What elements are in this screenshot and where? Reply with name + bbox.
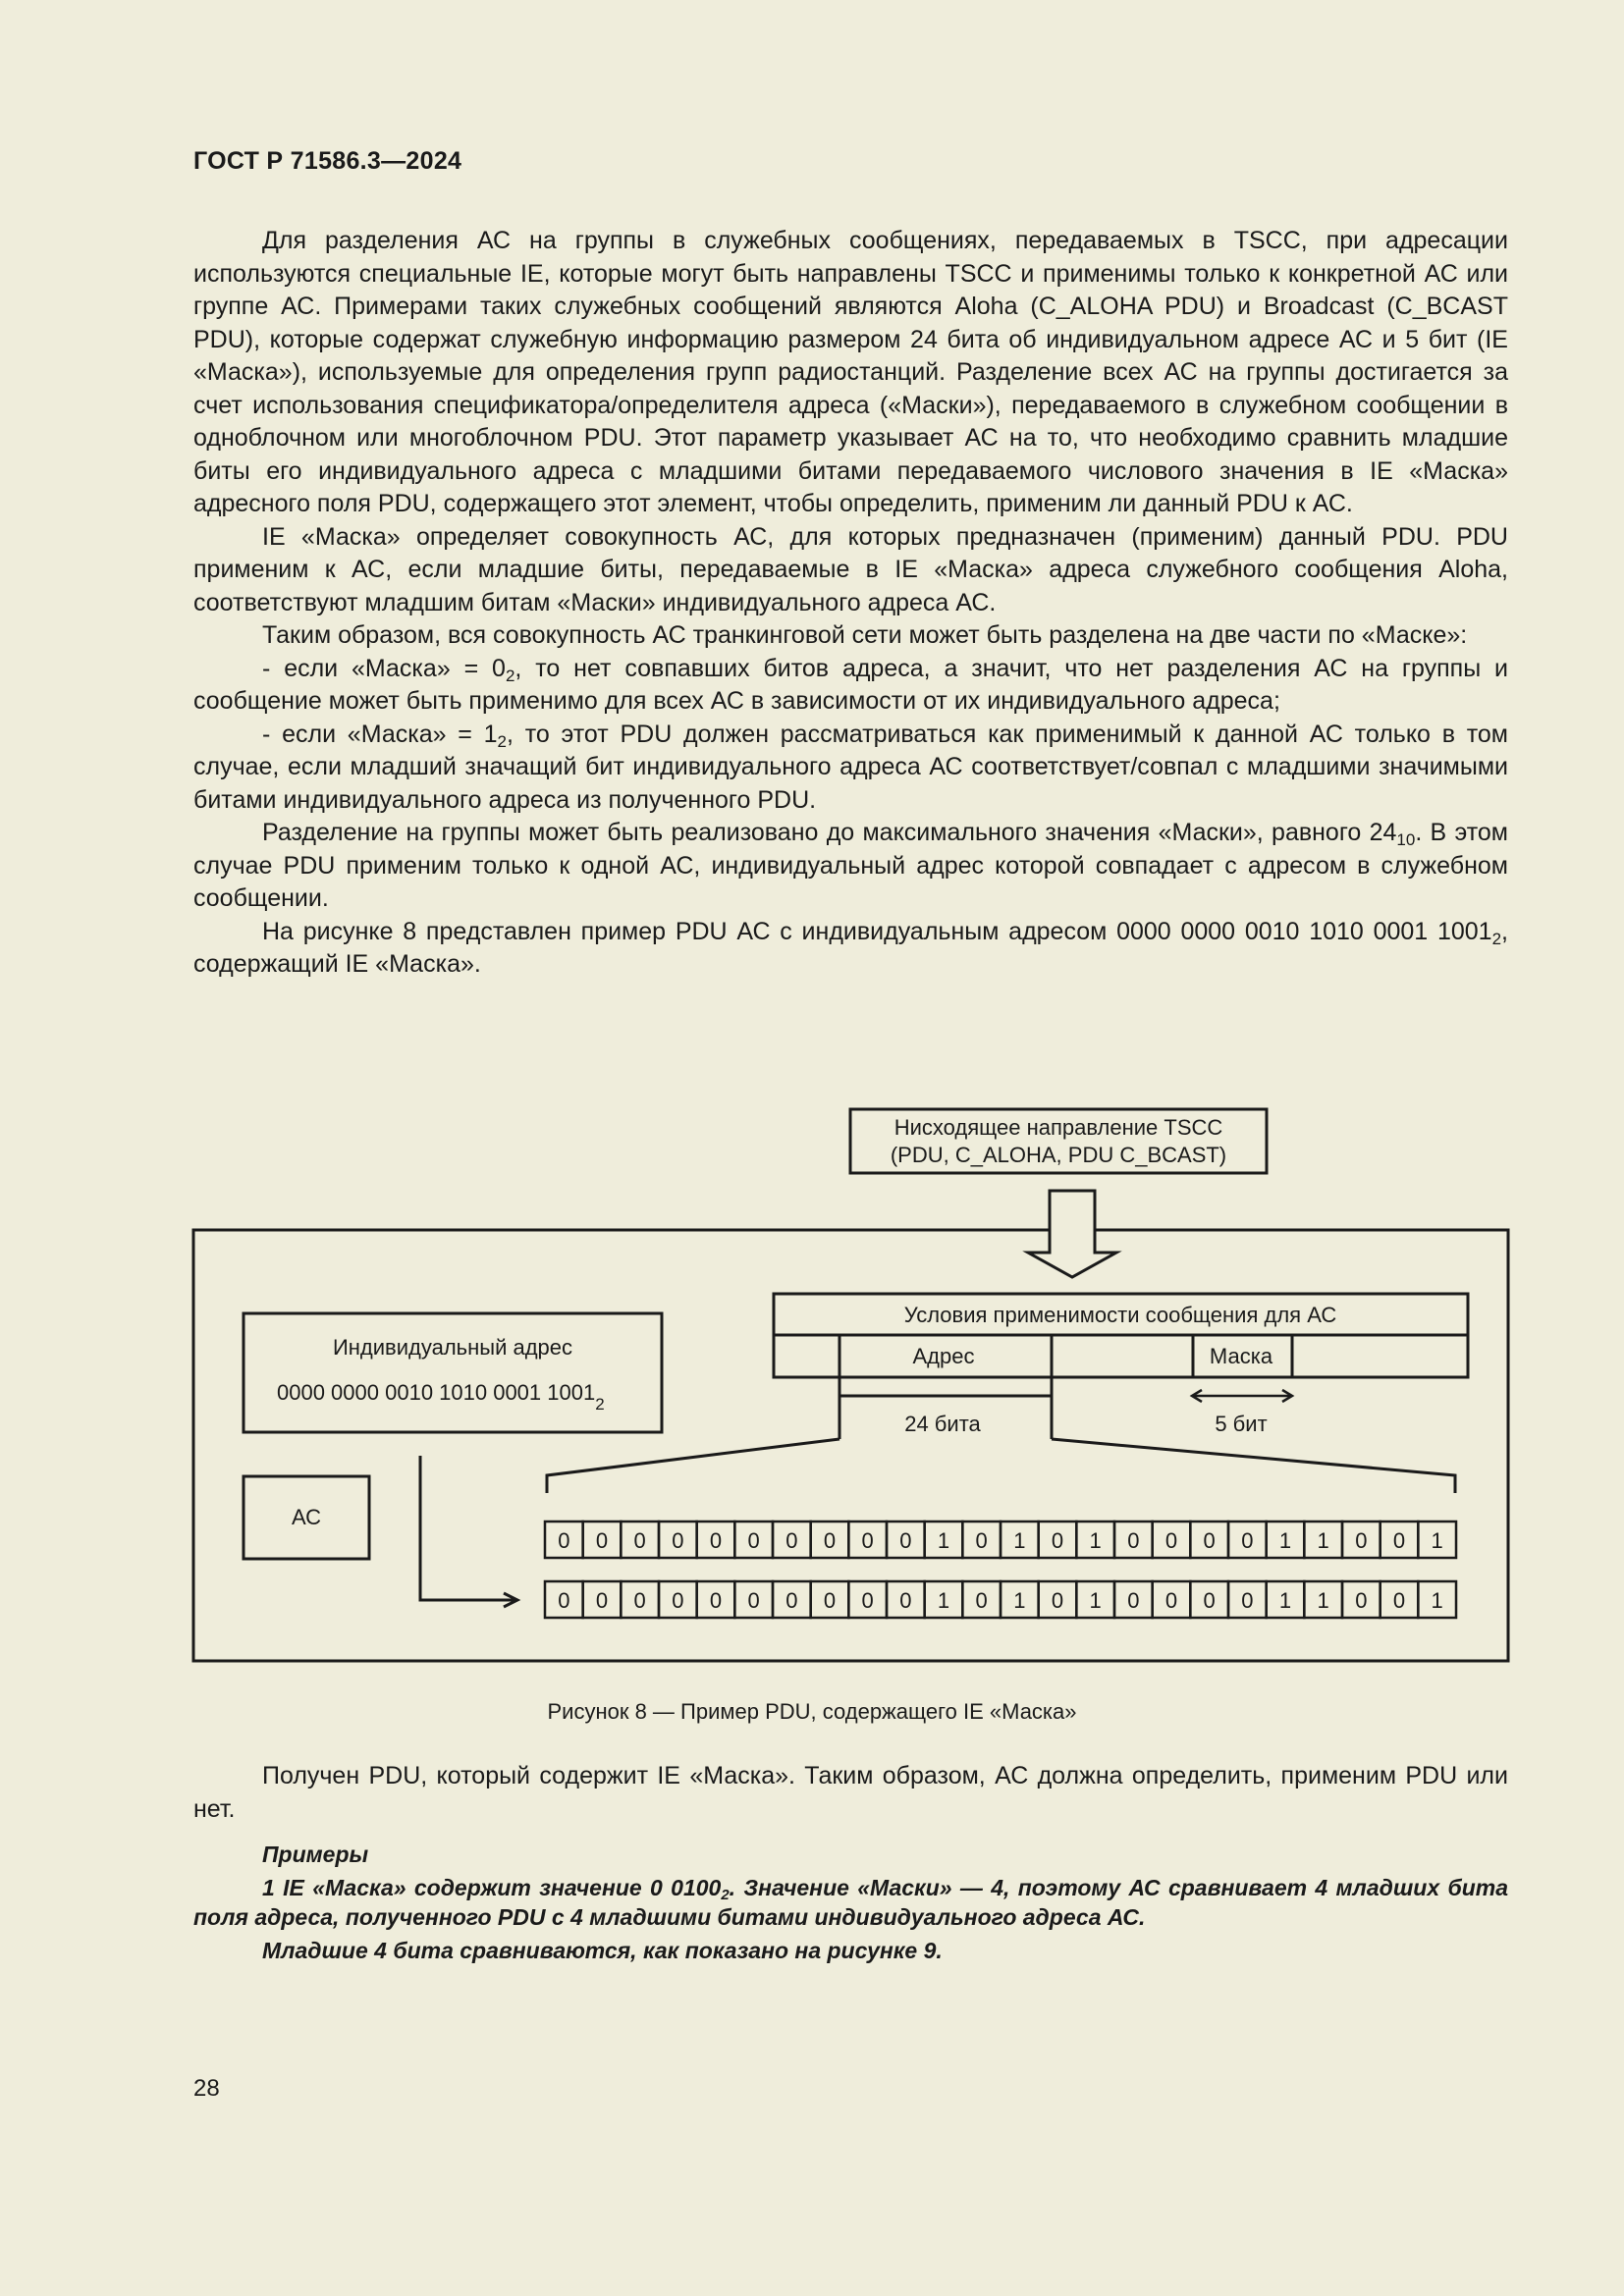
bit-cell xyxy=(659,1522,697,1558)
bit-cell xyxy=(1114,1522,1153,1558)
bit-value: 0 xyxy=(1203,1528,1216,1553)
bit-value: 0 xyxy=(861,1588,874,1613)
bits24-label: 24 бита xyxy=(904,1412,981,1436)
bit-value: 1 xyxy=(937,1588,950,1613)
example-text: . Значение «Маски» — 4, поэтому АС сравнивает 4 младших бита поля адреса, полученного PDU с 4 младшими битами индивидуального адреса АС. xyxy=(193,1875,1508,1930)
bit-value: 0 xyxy=(1127,1588,1140,1613)
bit-row-individual xyxy=(545,1581,1456,1618)
bit-cell xyxy=(925,1581,963,1618)
figure-caption: Рисунок 8 — Пример PDU, содержащего IE «Маска» xyxy=(547,1699,1077,1724)
subscript: 2 xyxy=(595,1395,605,1414)
bit-cell xyxy=(1267,1522,1305,1558)
bit-cell xyxy=(1114,1581,1153,1618)
paragraph-2: IE «Маска» определяет совокупность АС, для которых предназначен (применим) данный PDU. PDU применим к АС, если младшие биты, передаваемые в IE «Маска» адреса служебного сообщения Aloha, соответствуют младшим битам «Маски» индивидуального адреса АС. xyxy=(193,522,1508,616)
examples-block xyxy=(193,1840,1508,1969)
bit-value: 0 xyxy=(823,1588,837,1613)
bit-cell xyxy=(1267,1581,1305,1618)
address-label: Адрес xyxy=(912,1344,975,1368)
body-text xyxy=(193,225,1508,982)
bit-value: 0 xyxy=(785,1528,798,1553)
example-2: Младшие 4 бита сравниваются, как показано на рисунке 9. xyxy=(262,1938,943,1963)
double-arrow-icon xyxy=(1192,1390,1292,1402)
subscript: 10 xyxy=(1396,830,1416,849)
bit-value: 0 xyxy=(1241,1588,1254,1613)
bits5-label: 5 бит xyxy=(1215,1412,1268,1436)
paragraph-7 xyxy=(193,916,1508,982)
bit-cell xyxy=(1228,1522,1267,1558)
bit-cell xyxy=(887,1581,925,1618)
connector-arrow-icon xyxy=(420,1456,517,1607)
bit-value: 0 xyxy=(595,1528,609,1553)
bit-value: 0 xyxy=(747,1528,760,1553)
bit-value: 0 xyxy=(672,1588,684,1613)
bit-cell xyxy=(697,1581,735,1618)
bit-value: 0 xyxy=(861,1528,874,1553)
subscript: 2 xyxy=(721,1887,730,1903)
list-item-mask-zero xyxy=(193,653,1508,719)
examples-heading: Примеры xyxy=(262,1842,369,1867)
subscript: 2 xyxy=(497,731,508,751)
bit-cell xyxy=(1304,1581,1342,1618)
bit-value: 0 xyxy=(975,1588,988,1613)
bit-value: 0 xyxy=(1392,1588,1406,1613)
bit-value: 0 xyxy=(1392,1528,1406,1553)
down-arrow-icon xyxy=(1028,1191,1116,1277)
individual-address-value xyxy=(277,1380,605,1414)
list-item-text: , то этот PDU должен рассматриваться как применимый к данной АС только в том случае, если младший значащий бит индивидуального адреса АС соответствует/совпал с младшими значимыми битами индивидуального адреса из полученного PDU. xyxy=(193,720,1508,814)
paragraph-text: , содержащий IE «Маска». xyxy=(193,917,1508,978)
conditions-label: Условия применимости сообщения для АС xyxy=(903,1303,1337,1327)
bit-value: 1 xyxy=(1317,1528,1329,1553)
ac-label: АС xyxy=(291,1505,322,1529)
bit-value: 0 xyxy=(1203,1588,1216,1613)
bit-cell xyxy=(583,1522,622,1558)
list-item-mask-one xyxy=(193,719,1508,818)
bit-value: 1 xyxy=(1013,1528,1026,1553)
bit-value: 1 xyxy=(1013,1588,1026,1613)
bit-value: 0 xyxy=(747,1588,760,1613)
bit-cell xyxy=(887,1522,925,1558)
bit-value: 0 xyxy=(633,1528,646,1553)
bit-cell xyxy=(1342,1522,1380,1558)
bit-value: 0 xyxy=(1164,1528,1178,1553)
bit-cell xyxy=(773,1522,811,1558)
bit-cell xyxy=(962,1581,1001,1618)
bit-value: 0 xyxy=(1164,1588,1178,1613)
bit-value: 0 xyxy=(1051,1588,1064,1613)
bit-cell xyxy=(1380,1522,1419,1558)
paragraph-received-pdu: Получен PDU, который содержит IE «Маска». Таким образом, АС должна определить, применим PDU или нет. xyxy=(193,1762,1508,1823)
bit-cell xyxy=(1076,1581,1114,1618)
example-text: 1 IE «Маска» содержит значение 0 0100 xyxy=(262,1875,722,1900)
bit-value: 0 xyxy=(558,1588,570,1613)
bit-value: 1 xyxy=(937,1528,950,1553)
bit-cell xyxy=(1380,1581,1419,1618)
bit-cell xyxy=(659,1581,697,1618)
paragraph-text: На рисунке 8 представлен пример PDU АС с индивидуальным адресом 0000 0000 0010 1010 0001 1001 xyxy=(262,917,1492,945)
bits24-bracket xyxy=(839,1377,1052,1396)
bit-value: 0 xyxy=(558,1528,570,1553)
bit-value: 0 xyxy=(1355,1528,1368,1553)
bit-cell xyxy=(1076,1522,1114,1558)
bit-value: 1 xyxy=(1431,1528,1443,1553)
bit-value: 0 xyxy=(595,1588,609,1613)
bit-cell xyxy=(1153,1581,1191,1618)
bit-cell xyxy=(1418,1522,1456,1558)
bit-value: 0 xyxy=(823,1528,837,1553)
bit-cell xyxy=(1228,1581,1267,1618)
bit-value: 1 xyxy=(1431,1588,1443,1613)
bit-cell xyxy=(697,1522,735,1558)
bit-value: 1 xyxy=(1278,1528,1292,1553)
bit-value: 1 xyxy=(1089,1528,1102,1553)
individual-address-box xyxy=(244,1313,662,1432)
bit-cell xyxy=(925,1522,963,1558)
bit-cell xyxy=(1039,1522,1077,1558)
bit-cell xyxy=(848,1581,887,1618)
paragraph-1: Для разделения АС на группы в служебных сообщениях, передаваемых в TSCC, при адресации используются специальные IE, которые могут быть направлены TSCC и применимы только к конкретной АС или группе АС. Примерами таких служебных сообщений являются Aloha (C_ALOHA PDU) и Broadcast (C_BCAST PDU), которые содержат служебную информацию размером 24 бита об индивидуальном адресе АС и 5 бит (IE «Маска»), используемые для определения групп радиостанций. Разделение всех АС на группы достигается за счет использования спецификатора/определителя адреса («Маски»), передаваемого в служебном сообщении в одноблочном или многоблочном PDU. Этот параметр указывает АС на то, что необходимо сравнить младшие биты его индивидуального адреса с младшими битами передаваемого числового значения в IE «Маска» адресного поля PDU, содержащего этот элемент, чтобы определить, применим ли данный PDU к АС. xyxy=(193,227,1508,517)
list-item-text: - если «Маска» = 1 xyxy=(262,720,498,748)
bit-value: 0 xyxy=(899,1528,912,1553)
bit-row-received xyxy=(545,1522,1456,1558)
paragraph-6 xyxy=(193,817,1508,916)
figure-8-diagram xyxy=(0,1099,1624,1669)
bit-cell xyxy=(734,1581,773,1618)
tscc-label-line1: Нисходящее направление TSCC xyxy=(893,1115,1223,1140)
bit-cell xyxy=(1039,1581,1077,1618)
tscc-label-line2: (PDU, C_ALOHA, PDU C_BCAST) xyxy=(890,1143,1227,1167)
paragraph-text: . В этом случае PDU применим только к одной АС, индивидуальный адрес которой совпадает с адресом в служебном сообщении. xyxy=(193,819,1508,912)
bit-cell xyxy=(811,1522,849,1558)
bit-cell xyxy=(1153,1522,1191,1558)
bit-value: 0 xyxy=(899,1588,912,1613)
fan-out-lines xyxy=(547,1439,839,1493)
bit-cell xyxy=(545,1581,583,1618)
bit-value: 0 xyxy=(1241,1528,1254,1553)
bit-cell xyxy=(1001,1522,1039,1558)
bit-cell xyxy=(621,1581,659,1618)
bit-value: 0 xyxy=(709,1588,723,1613)
bit-value: 0 xyxy=(633,1588,646,1613)
list-item-text: - если «Маска» = 0 xyxy=(262,654,506,682)
document-header: ГОСТ Р 71586.3—2024 xyxy=(193,147,462,175)
bit-cell xyxy=(1190,1581,1228,1618)
mask-label: Маска xyxy=(1209,1344,1273,1368)
individual-address-number: 0000 0000 0010 1010 0001 1001 xyxy=(277,1380,596,1405)
bit-cell xyxy=(1342,1581,1380,1618)
paragraph-text: Разделение на группы может быть реализовано до максимального значения «Маски», равного 24 xyxy=(262,819,1397,846)
bit-value: 0 xyxy=(1355,1588,1368,1613)
bit-cell xyxy=(811,1581,849,1618)
bit-cell xyxy=(734,1522,773,1558)
bit-value: 0 xyxy=(975,1528,988,1553)
bit-cell xyxy=(1190,1522,1228,1558)
bit-cell xyxy=(545,1522,583,1558)
bit-value: 0 xyxy=(672,1528,684,1553)
bit-cell xyxy=(1304,1522,1342,1558)
bit-value: 0 xyxy=(1127,1528,1140,1553)
subscript: 2 xyxy=(505,666,515,685)
bit-value: 1 xyxy=(1089,1588,1102,1613)
example-1 xyxy=(193,1873,1508,1932)
bit-cell xyxy=(583,1581,622,1618)
subscript: 2 xyxy=(1491,929,1502,948)
bit-cell xyxy=(962,1522,1001,1558)
bit-cell xyxy=(1418,1581,1456,1618)
bit-value: 0 xyxy=(1051,1528,1064,1553)
bit-value: 0 xyxy=(709,1528,723,1553)
individual-address-label: Индивидуальный адрес xyxy=(332,1335,573,1360)
bit-cell xyxy=(773,1581,811,1618)
bit-value: 1 xyxy=(1278,1588,1292,1613)
page-number: 28 xyxy=(193,2075,220,2102)
bit-value: 0 xyxy=(785,1588,798,1613)
bit-value: 1 xyxy=(1317,1588,1329,1613)
bit-cell xyxy=(621,1522,659,1558)
after-figure-text xyxy=(193,1760,1508,1826)
paragraph-3: Таким образом, вся совокупность АС транкинговой сети может быть разделена на две части по «Маске»: xyxy=(262,621,1468,649)
list-item-text: , то нет совпавших битов адреса, а значит, что нет разделения АС на группы и сообщение может быть применимо для всех АС в зависимости от их индивидуального адреса; xyxy=(193,654,1508,715)
bit-cell xyxy=(1001,1581,1039,1618)
bit-cell xyxy=(848,1522,887,1558)
